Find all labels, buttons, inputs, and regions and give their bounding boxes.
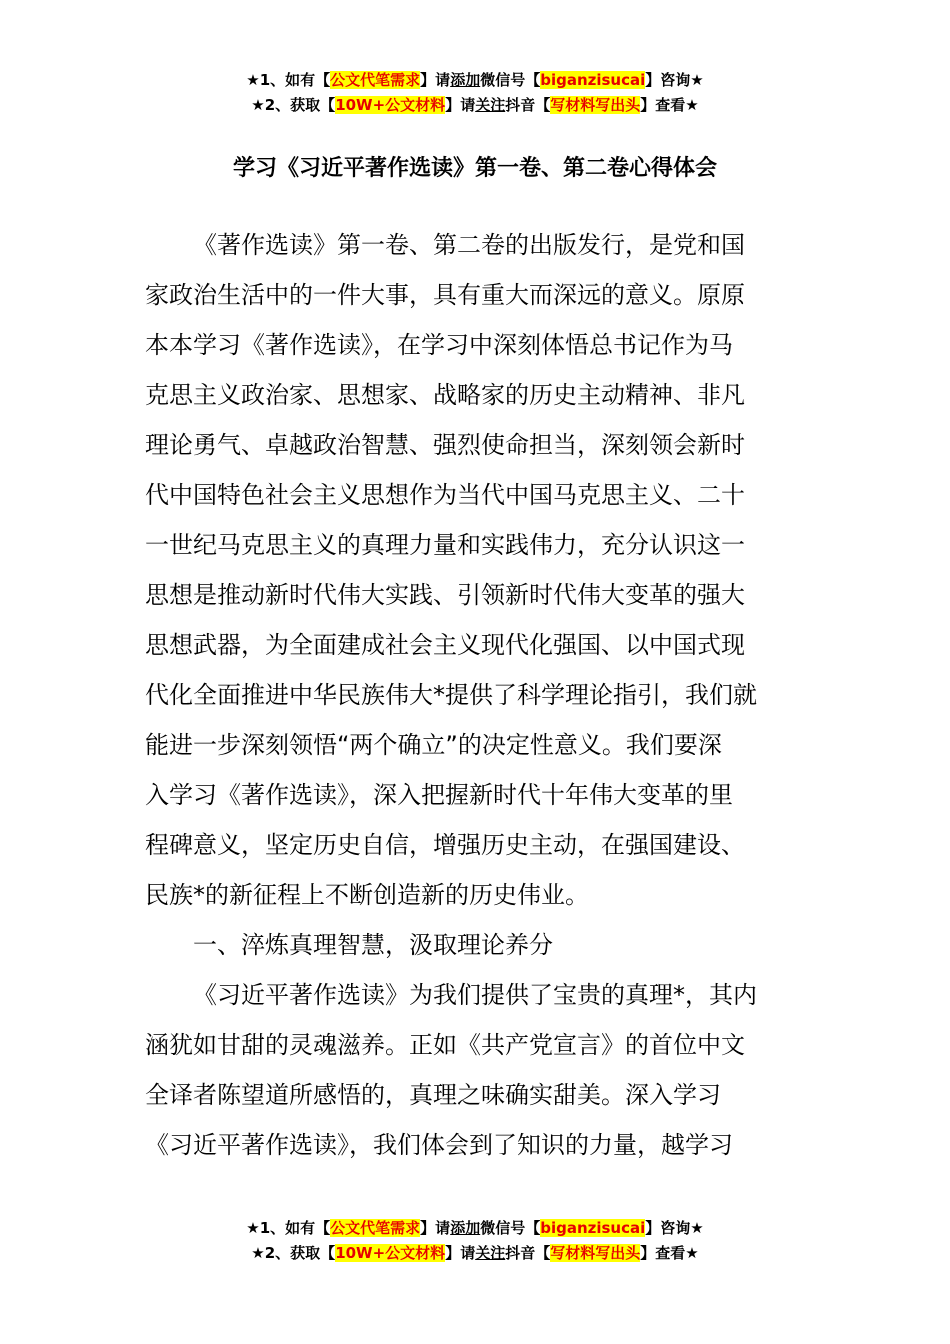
- banner-text: 】请: [445, 96, 476, 114]
- banner-highlight: 公文代笔需求: [330, 1219, 421, 1237]
- document-title: 学习《习近平著作选读》第一卷、第二卷心得体会: [232, 156, 717, 181]
- banner-highlight: 公文代笔需求: [330, 71, 421, 89]
- paragraph-line: 民族*的新征程上不断创造新的历史伟业。: [145, 881, 589, 909]
- paragraph-line: 家政治生活中的一件大事，具有重大而深远的意义。原原: [145, 281, 745, 309]
- banner-text: ★1、如有【: [246, 71, 331, 89]
- banner-highlight: 10W+公文材料: [335, 96, 446, 114]
- banner-text: ★2、获取【: [251, 1244, 336, 1262]
- banner-text: 】咨询★: [645, 71, 704, 89]
- banner-text: 】请: [420, 71, 451, 89]
- paragraph-line: 《习近平著作选读》，我们体会到了知识的力量，越学习: [145, 1131, 733, 1159]
- banner-line-2: [0, 1241, 950, 1266]
- paragraph-line: 入学习《著作选读》，深入把握新时代十年伟大变革的里: [145, 781, 733, 809]
- paragraph-line: 代中国特色社会主义思想作为当代中国马克思主义、二十: [145, 481, 745, 509]
- banner-line-2: [0, 93, 950, 118]
- paragraph-line: 能进一步深刻领悟“两个确立”的决定性意义。我们要深: [145, 731, 722, 759]
- banner-text: 】查看★: [640, 96, 699, 114]
- paragraph-line: 全译者陈望道所感悟的，真理之味确实甜美。深入学习: [145, 1081, 721, 1109]
- section-heading: 一、淬炼真理智慧，汲取理论养分: [193, 931, 553, 959]
- banner-text: 】查看★: [640, 1244, 699, 1262]
- paragraph-line: 涵犹如甘甜的灵魂滋养。正如《共产党宣言》的首位中文: [145, 1031, 745, 1059]
- banner-highlight: biganzisucai: [540, 1219, 646, 1237]
- footer-banner: [0, 1216, 950, 1266]
- banner-text: ★1、如有【: [246, 1219, 331, 1237]
- header-banner: [0, 68, 950, 118]
- paragraph-line: 思想武器，为全面建成社会主义现代化强国、以中国式现: [145, 631, 745, 659]
- banner-highlight: 写材料写出头: [550, 96, 641, 114]
- banner-text: 抖音【: [505, 96, 551, 114]
- banner-text: 微信号【: [480, 1219, 541, 1237]
- banner-underline: 添加: [450, 71, 481, 89]
- banner-underline: 关注: [475, 1244, 506, 1262]
- banner-text: 】请: [445, 1244, 476, 1262]
- paragraph-line: 《著作选读》第一卷、第二卷的出版发行，是党和国: [193, 231, 745, 259]
- banner-text: 抖音【: [505, 1244, 551, 1262]
- banner-highlight: 写材料写出头: [550, 1244, 641, 1262]
- paragraph-line: 代化全面推进中华民族伟大*提供了科学理论指引，我们就: [145, 681, 757, 709]
- paragraph-line: 理论勇气、卓越政治智慧、强烈使命担当，深刻领会新时: [145, 431, 745, 459]
- paragraph-line: 思想是推动新时代伟大实践、引领新时代伟大变革的强大: [145, 581, 745, 609]
- document-body: [145, 220, 801, 1170]
- banner-line-1: [0, 68, 950, 93]
- paragraph-line: 本本学习《著作选读》，在学习中深刻体悟总书记作为马: [145, 331, 733, 359]
- banner-underline: 关注: [475, 96, 506, 114]
- banner-highlight: 10W+公文材料: [335, 1244, 446, 1262]
- banner-text: 】请: [420, 1219, 451, 1237]
- paragraph-line: 程碑意义，坚定历史自信，增强历史主动，在强国建设、: [145, 831, 745, 859]
- banner-line-1: [0, 1216, 950, 1241]
- banner-underline: 添加: [450, 1219, 481, 1237]
- paragraph-line: 《习近平著作选读》为我们提供了宝贵的真理*，其内: [193, 981, 757, 1009]
- banner-text: 微信号【: [480, 71, 541, 89]
- banner-text: 】咨询★: [645, 1219, 704, 1237]
- banner-text: ★2、获取【: [251, 96, 336, 114]
- paragraph-line: 一世纪马克思主义的真理力量和实践伟力，充分认识这一: [145, 531, 745, 559]
- banner-highlight: biganzisucai: [540, 71, 646, 89]
- paragraph-line: 克思主义政治家、思想家、战略家的历史主动精神、非凡: [145, 381, 745, 409]
